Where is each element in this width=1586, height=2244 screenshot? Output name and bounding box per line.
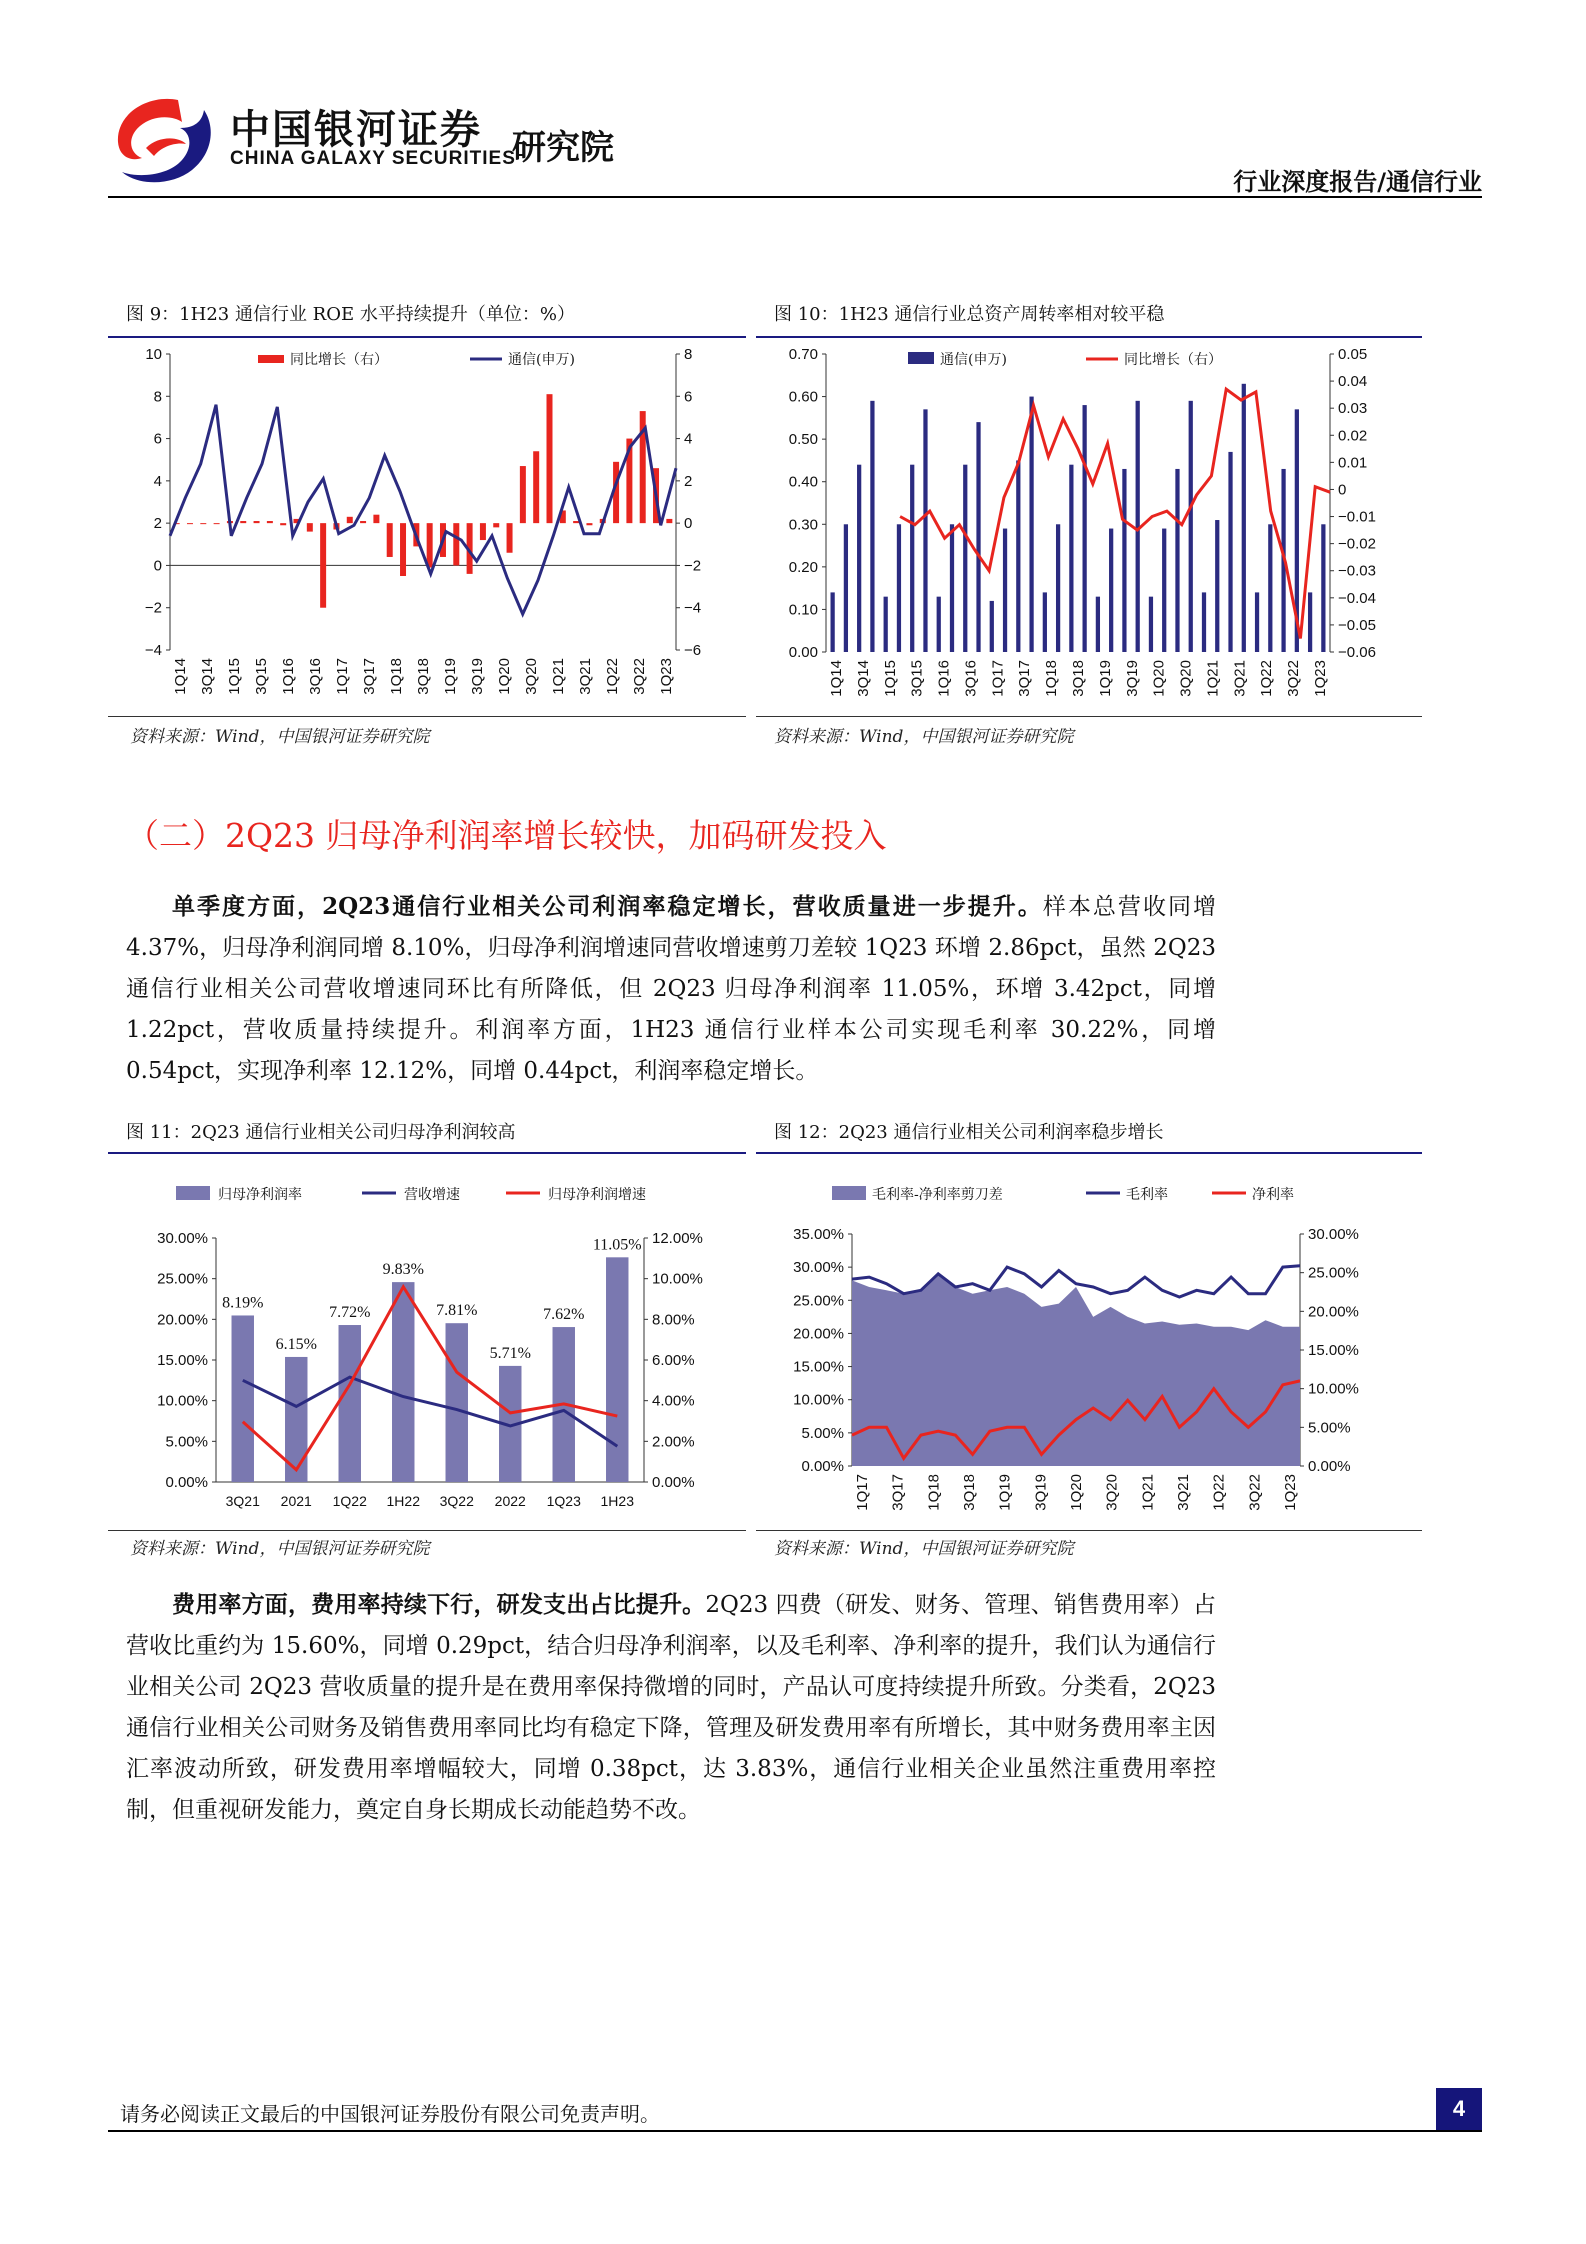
fig10-x-tick: 1Q17 — [989, 660, 1007, 697]
fig12-x-tick: 3Q17 — [889, 1474, 907, 1511]
fig11-chart — [108, 1156, 744, 1536]
fig10-bar-turnover — [1228, 452, 1232, 652]
fig12-legend-swatch-gap — [832, 1186, 866, 1200]
fig9-line-roe — [170, 405, 676, 614]
fig10-left-tick: 0.00 — [788, 644, 818, 661]
fig10-x-tick: 3Q19 — [1123, 660, 1141, 697]
fig12-right-tick: 5.00% — [1308, 1419, 1351, 1437]
fig10-title: 图 10：1H23 通信行业总资产周转率相对较平稳 — [774, 304, 1165, 325]
fig10-legend — [908, 351, 1222, 368]
fig10-x-tick: 3Q14 — [854, 660, 872, 697]
fig11-source: 资料来源：Wind，中国银河证券研究院 — [130, 1539, 430, 1559]
fig9-left-tick: 10 — [145, 346, 162, 363]
fig12-x-tick: 3Q22 — [1246, 1474, 1264, 1511]
fig9-left-tick: 2 — [153, 515, 162, 533]
fig10-left-tick: 0.10 — [788, 601, 818, 619]
fig10-x-tick: 1Q22 — [1258, 660, 1276, 697]
fig12-left-tick: 30.00% — [793, 1259, 844, 1277]
fig9-right-tick: 0 — [684, 515, 693, 533]
fig10-x-tick: 3Q18 — [1070, 660, 1087, 697]
fig9-bar-yoy — [280, 523, 286, 525]
fig12-right-tick: 25.00% — [1308, 1264, 1359, 1282]
fig9-right-tick: −2 — [684, 557, 702, 575]
fig10-bar-turnover — [1003, 529, 1007, 652]
fig12-x-tick: 3Q21 — [1175, 1474, 1192, 1511]
fig10-right-tick: 0.02 — [1338, 427, 1368, 445]
fig9-right-tick: 8 — [684, 346, 693, 363]
fig10-bar-turnover — [1162, 529, 1166, 652]
fig9-chart — [108, 340, 744, 710]
fig10-bar-turnover — [937, 597, 941, 652]
fig11-x-tick: 1Q22 — [332, 1493, 367, 1509]
fig12-legend-gross: 毛利率 — [1126, 1187, 1168, 1203]
fig9-bar-yoy — [214, 523, 220, 524]
fig9-bar-yoy — [400, 523, 406, 576]
fig9-bar-yoy — [267, 521, 273, 523]
fig9-bar-yoy — [360, 521, 366, 523]
company-logo-icon — [108, 92, 220, 188]
fig9-bar-yoy — [547, 394, 553, 523]
fig11-data-label: 8.19% — [222, 1294, 264, 1312]
fig12-right-tick: 30.00% — [1308, 1226, 1359, 1243]
fig11-left-tick: 30.00% — [157, 1230, 208, 1247]
fig9-x-tick: 1Q14 — [172, 658, 189, 695]
fig11-legend-swatch-margin — [176, 1186, 210, 1200]
fig11-data-label: 5.71% — [489, 1344, 531, 1362]
paragraph-expense — [126, 1584, 1216, 1831]
fig12-title: 图 12：2Q23 通信行业相关公司利润率稳步增长 — [774, 1122, 1164, 1143]
fig12-x-tick: 1Q19 — [996, 1474, 1014, 1511]
fig9-bar-yoy — [507, 523, 513, 553]
fig10-source: 资料来源：Wind，中国银河证券研究院 — [774, 727, 1074, 747]
paragraph-profit — [126, 886, 1216, 1092]
fig10-bar-turnover — [1029, 397, 1033, 652]
fig10-x-tick: 1Q15 — [881, 660, 899, 697]
fig9-x-tick: 1Q20 — [496, 658, 513, 695]
fig9-legend-yoy: 同比增长（右） — [290, 352, 388, 368]
fig9-bar-yoy — [666, 519, 672, 523]
fig10-right-tick: −0.03 — [1338, 562, 1376, 580]
fig10-bar-turnover — [1096, 597, 1100, 652]
fig11-legend-profit: 归母净利润增速 — [548, 1187, 646, 1203]
fig9-title: 图 9：1H23 通信行业 ROE 水平持续提升（单位：%） — [126, 304, 575, 325]
fig11-right-tick: 12.00% — [652, 1230, 703, 1247]
fig12-legend-gap: 毛利率-净利率剪刀差 — [872, 1187, 1003, 1203]
fig10-left-tick: 0.50 — [788, 431, 818, 449]
fig12-top-rule — [756, 1152, 1422, 1154]
fig10-bar-turnover — [1202, 592, 1206, 652]
fig9-x-tick: 1Q17 — [334, 658, 351, 695]
fig12-left-tick: 10.00% — [793, 1391, 844, 1409]
fig11-left-tick: 15.00% — [157, 1352, 208, 1369]
fig10-x-tick: 1Q20 — [1150, 660, 1168, 697]
fig9-left-tick: 0 — [153, 557, 162, 575]
fig10-right-tick: −0.01 — [1338, 508, 1376, 526]
paragraph-expense-lead: 费用率方面，费用率持续下行，研发支出占比提升。 — [172, 1591, 706, 1618]
fig9-x-tick: 1Q15 — [226, 658, 243, 695]
fig9-bar-yoy — [480, 523, 486, 540]
fig12-left-tick: 20.00% — [793, 1325, 844, 1343]
fig11-legend — [176, 1186, 646, 1203]
fig9-x-tick: 3Q15 — [253, 658, 270, 695]
fig10-x-tick: 3Q17 — [1016, 660, 1034, 697]
fig9-x-tick: 3Q20 — [523, 658, 540, 695]
fig10-left-tick: 0.30 — [788, 516, 818, 534]
fig11-bar-margin — [339, 1325, 361, 1482]
fig10-right-tick: 0.03 — [1338, 400, 1368, 418]
fig10-x-tick: 1Q23 — [1312, 660, 1329, 697]
fig10-bar-turnover — [990, 601, 994, 652]
fig10-bar-turnover — [884, 597, 888, 652]
fig10-bar-turnover — [1308, 592, 1312, 652]
paragraph-expense-body: 2Q23 四费（研发、财务、管理、销售费用率）占营收比重约为 15.60%，同增 0.29pct，结合归母净利润率，以及毛利率、净利率的提升，我们认为通信行业相关公司 2Q23 营收质量的提升是在费用率保持微增的同时，产品认可度持续提升所致。分类看，2Q23 通信行业相关公司财务及销售费用率同比均有稳定下降，管理及研发费用率有所增长，其中财务费用率主因汇率波动所致，研发费用率增幅较大，同增 0.38pct，达 3.83%，通信行业相关企业虽然注重费用率控制，但重视研发能力，奠定自身长期成长动能趋势不改。 — [126, 1592, 1216, 1823]
fig9-legend-roe: 通信(申万) — [508, 352, 575, 368]
footer-disclaimer: 请务必阅读正文最后的中国银河证券股份有限公司免责声明。 — [120, 2102, 660, 2126]
fig10-x-tick: 1Q16 — [935, 660, 953, 697]
fig11-data-label: 11.05% — [592, 1236, 642, 1254]
footer-divider — [108, 2130, 1482, 2132]
fig12-x-tick: 1Q20 — [1068, 1474, 1085, 1511]
fig9-right-tick: 4 — [684, 430, 693, 448]
fig10-bar-turnover — [976, 422, 980, 652]
fig12-legend-net: 净利率 — [1252, 1187, 1294, 1203]
section-title: （二）2Q23 归母净利润率增长较快，加码研发投入 — [126, 816, 887, 855]
fig11-right-tick: 4.00% — [652, 1392, 695, 1410]
fig9-bar-yoy — [373, 515, 379, 523]
fig10-left-tick: 0.20 — [788, 558, 818, 576]
fig9-x-tick: 3Q14 — [199, 658, 216, 695]
fig12-x-tick: 1Q21 — [1139, 1474, 1157, 1511]
fig10-right-tick: −0.05 — [1338, 616, 1376, 634]
paragraph-profit-body: 样本总营收同增 4.37%，归母净利润同增 8.10%，归母净利润增速同营收增速剪刀差较 1Q23 环增 2.86pct，虽然 2Q23 通信行业相关公司营收增速同环比有所降低，但 2Q23 归母净利润率 11.05%，环增 3.42pct，同增 1.22pct，营收质量持续提升。利润率方面，1H23 通信行业样本公司实现毛利率 30.22%，同增 0.54pct，实现净利率 12.12%，同增 0.44pct，利润率稳定增长。 — [126, 894, 1217, 1084]
fig10-bar-turnover — [923, 409, 927, 652]
fig11-legend-margin: 归母净利润率 — [218, 1187, 302, 1203]
fig10-bar-turnover — [1321, 524, 1325, 652]
fig11-left-tick: 0.00% — [165, 1474, 208, 1491]
fig12-x-tick: 1Q17 — [854, 1474, 871, 1511]
fig10-right-tick: 0 — [1338, 481, 1347, 499]
fig10-bar-turnover — [1149, 597, 1153, 652]
fig10-right-tick: 0.04 — [1338, 373, 1368, 391]
fig9-x-tick: 1Q19 — [442, 658, 459, 695]
fig12-x-tick: 1Q23 — [1282, 1474, 1299, 1511]
fig11-left-tick: 25.00% — [157, 1270, 208, 1288]
fig10-bar-turnover — [1268, 524, 1272, 652]
fig10-bar-turnover — [870, 401, 874, 652]
fig11-legend-revenue: 营收增速 — [404, 1187, 460, 1203]
logo-institute: 研究院 — [512, 128, 614, 168]
fig9-left-tick: 6 — [153, 430, 162, 448]
fig12-right-tick: 0.00% — [1308, 1458, 1351, 1475]
fig9-source: 资料来源：Wind，中国银河证券研究院 — [130, 727, 430, 747]
fig10-bar-turnover — [1175, 469, 1179, 652]
fig10-bar-turnover — [831, 592, 835, 652]
fig10-legend-turnover: 通信(申万) — [940, 352, 1007, 368]
fig11-right-tick: 6.00% — [652, 1352, 695, 1369]
fig9-bar-yoy — [533, 451, 539, 523]
fig10-legend-yoy: 同比增长（右） — [1124, 352, 1222, 368]
logo-company-name: 中国银河证券 — [230, 107, 482, 153]
fig12-x-tick: 3Q20 — [1103, 1474, 1121, 1511]
fig9-bar-yoy — [307, 523, 313, 531]
fig12-x-tick: 3Q18 — [961, 1474, 978, 1511]
fig9-bar-yoy — [586, 523, 592, 525]
fig10-bar-turnover — [1056, 524, 1060, 652]
fig10-bar-turnover — [1016, 460, 1020, 652]
fig9-x-tick: 3Q19 — [469, 658, 486, 695]
fig12-source: 资料来源：Wind，中国银河证券研究院 — [774, 1539, 1074, 1559]
fig10-bottom-rule — [756, 716, 1422, 717]
fig11-data-label: 7.62% — [543, 1306, 585, 1324]
fig10-bar-turnover — [1109, 529, 1113, 652]
fig9-bar-yoy — [387, 523, 393, 557]
fig9-right-tick: −6 — [684, 642, 702, 659]
fig10-left-tick: 0.40 — [788, 473, 818, 491]
fig12-right-tick: 15.00% — [1308, 1342, 1359, 1359]
fig10-bar-turnover — [910, 465, 914, 652]
fig10-right-tick: −0.06 — [1338, 644, 1376, 661]
fig9-bar-yoy — [453, 523, 459, 565]
fig9-bar-yoy — [493, 523, 499, 527]
fig9-legend — [258, 351, 575, 368]
fig12-legend — [832, 1186, 1294, 1203]
fig9-bar-yoy — [427, 523, 433, 567]
fig11-right-tick: 2.00% — [652, 1433, 695, 1451]
fig12-left-tick: 35.00% — [793, 1226, 844, 1243]
fig10-x-tick: 1Q18 — [1043, 660, 1061, 697]
fig12-bottom-rule — [756, 1530, 1422, 1531]
fig9-right-tick: 2 — [684, 472, 693, 490]
page-number: 4 — [1436, 2088, 1482, 2130]
fig10-x-tick: 3Q20 — [1177, 660, 1195, 697]
fig11-x-tick: 1H23 — [600, 1493, 634, 1509]
fig9-x-tick: 3Q22 — [631, 658, 648, 695]
fig11-data-label: 7.81% — [436, 1302, 478, 1320]
paragraph-profit-lead: 单季度方面，2Q23通信行业相关公司利润率稳定增长，营收质量进一步提升。 — [172, 893, 1043, 920]
fig9-bar-yoy — [200, 523, 206, 524]
fig9-left-tick: 4 — [153, 472, 162, 490]
fig10-bar-turnover — [1189, 401, 1193, 652]
fig11-x-tick: 2022 — [494, 1493, 526, 1509]
fig11-bar-margin — [606, 1257, 628, 1482]
fig12-chart — [756, 1156, 1422, 1536]
fig10-bar-turnover — [1043, 592, 1047, 652]
fig9-bottom-rule — [108, 716, 746, 717]
fig10-x-tick: 1Q19 — [1096, 660, 1114, 697]
fig9-x-tick: 3Q17 — [361, 658, 378, 695]
fig10-x-tick: 1Q14 — [828, 660, 845, 697]
fig12-x-tick: 1Q18 — [925, 1474, 943, 1511]
fig9-bar-yoy — [187, 523, 193, 524]
fig10-right-tick: −0.02 — [1338, 535, 1376, 553]
fig11-data-label: 9.83% — [382, 1261, 424, 1279]
fig10-right-tick: −0.04 — [1338, 589, 1376, 607]
fig9-top-rule — [108, 336, 746, 338]
fig10-x-tick: 3Q15 — [908, 660, 926, 697]
fig11-left-tick: 20.00% — [157, 1311, 208, 1329]
fig9-x-tick: 3Q18 — [415, 658, 432, 695]
fig10-x-tick: 3Q21 — [1231, 660, 1249, 697]
fig9-legend-swatch-bar — [258, 355, 284, 363]
fig12-right-tick: 20.00% — [1308, 1303, 1359, 1321]
fig9-right-tick: 6 — [684, 388, 693, 406]
fig9-left-tick: −4 — [144, 642, 162, 659]
fig11-left-tick: 5.00% — [165, 1433, 208, 1451]
fig9-left-tick: 8 — [153, 388, 162, 406]
fig10-bar-turnover — [1215, 520, 1219, 652]
logo-company-name-en: CHINA GALAXY SECURITIES — [230, 148, 516, 169]
fig10-bar-turnover — [1242, 384, 1246, 652]
fig11-x-tick: 3Q22 — [439, 1493, 474, 1509]
fig12-left-tick: 15.00% — [793, 1358, 844, 1376]
fig10-chart — [756, 340, 1422, 710]
fig11-x-tick: 1Q23 — [546, 1493, 581, 1509]
fig9-right-tick: −4 — [684, 599, 702, 617]
fig9-bar-yoy — [254, 521, 260, 523]
fig10-bar-turnover — [897, 524, 901, 652]
fig10-left-tick: 0.70 — [788, 346, 818, 363]
fig10-bar-turnover — [1255, 592, 1259, 652]
fig12-x-tick: 1Q22 — [1210, 1474, 1228, 1511]
fig9-bar-yoy — [347, 517, 353, 523]
fig10-bar-turnover — [1083, 405, 1087, 652]
fig11-left-tick: 10.00% — [157, 1392, 208, 1410]
fig11-x-tick: 3Q21 — [225, 1493, 260, 1509]
fig9-bar-yoy — [320, 523, 326, 608]
fig10-right-tick: 0.01 — [1338, 454, 1368, 472]
fig12-left-tick: 5.00% — [801, 1424, 844, 1442]
fig9-x-tick: 3Q16 — [307, 658, 324, 695]
fig11-data-label: 7.72% — [329, 1304, 371, 1322]
fig12-left-tick: 25.00% — [793, 1292, 844, 1310]
fig10-x-tick: 3Q16 — [962, 660, 980, 697]
fig12-x-tick: 3Q19 — [1032, 1474, 1050, 1511]
fig10-bar-turnover — [844, 524, 848, 652]
fig12-left-tick: 0.00% — [801, 1458, 844, 1475]
report-type: 行业深度报告/通信行业 — [1233, 168, 1482, 196]
fig9-x-tick: 1Q21 — [550, 658, 567, 695]
fig10-x-tick: 3Q22 — [1285, 660, 1303, 697]
fig11-x-tick: 2021 — [280, 1493, 312, 1509]
fig9-x-tick: 1Q23 — [658, 658, 675, 695]
fig10-right-tick: 0.05 — [1338, 346, 1368, 363]
fig11-bar-margin — [392, 1282, 414, 1482]
fig11-bar-margin — [446, 1323, 468, 1482]
fig9-bar-yoy — [240, 521, 246, 523]
fig9-x-tick: 1Q22 — [604, 658, 621, 695]
fig11-title: 图 11：2Q23 通信行业相关公司归母净利润较高 — [126, 1122, 516, 1143]
fig10-bar-turnover — [963, 465, 967, 652]
fig9-x-tick: 1Q18 — [388, 658, 405, 695]
fig10-left-tick: 0.60 — [788, 388, 818, 406]
fig9-x-tick: 1Q16 — [280, 658, 297, 695]
fig11-right-tick: 8.00% — [652, 1311, 695, 1329]
fig10-x-tick: 1Q21 — [1204, 660, 1222, 697]
fig10-bar-turnover — [950, 524, 954, 652]
fig10-bar-turnover — [1069, 465, 1073, 652]
fig11-x-tick: 1H22 — [386, 1493, 420, 1509]
fig9-bar-yoy — [573, 521, 579, 523]
fig10-bar-turnover — [1122, 469, 1126, 652]
fig12-right-tick: 10.00% — [1308, 1380, 1359, 1398]
fig9-bar-yoy — [520, 466, 526, 523]
fig11-bottom-rule — [108, 1530, 746, 1531]
fig11-right-tick: 0.00% — [652, 1474, 695, 1491]
fig9-left-tick: −2 — [144, 599, 162, 617]
header-divider — [108, 196, 1482, 198]
fig11-top-rule — [108, 1152, 746, 1154]
fig11-right-tick: 10.00% — [652, 1270, 703, 1288]
fig9-x-tick: 3Q21 — [577, 658, 594, 695]
fig11-data-label: 6.15% — [275, 1335, 317, 1353]
fig10-top-rule — [756, 336, 1422, 338]
fig10-legend-swatch-bar — [908, 352, 934, 364]
fig10-bar-turnover — [857, 465, 861, 652]
fig11-bar-margin — [232, 1315, 254, 1482]
